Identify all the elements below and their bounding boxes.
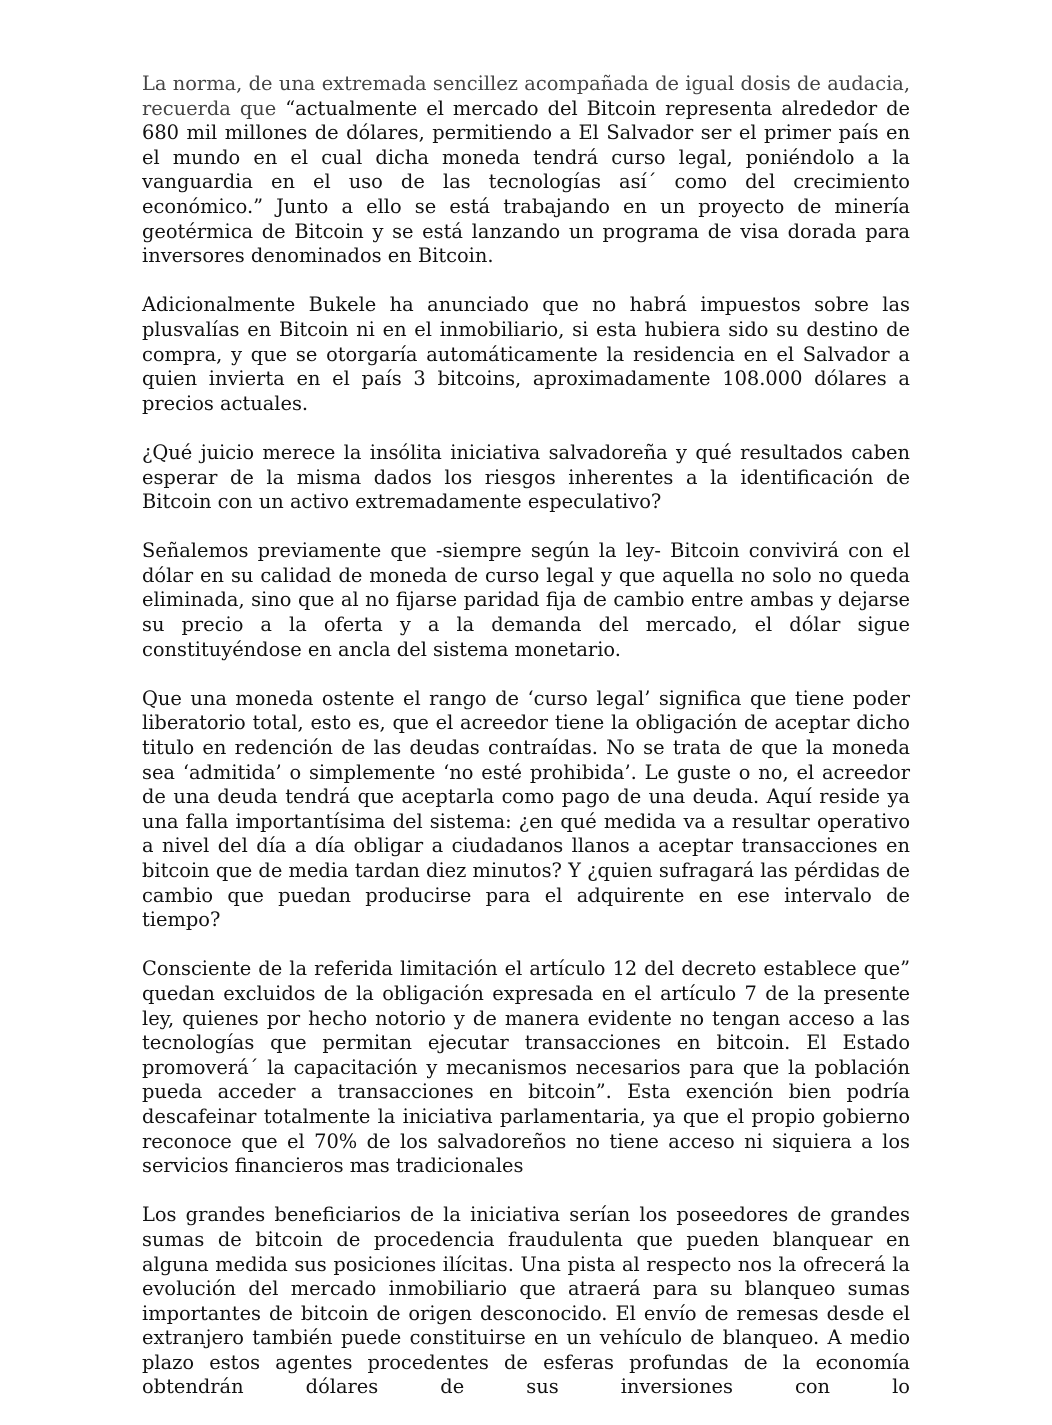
paragraph-5: Que una moneda ostente el rango de ‘curso legal’ significa que tiene poder liberatorio total, esto es, que el acreedor tiene la obligación de aceptar dicho titulo en redención de las deudas contraídas. No se trata de que la moneda sea ‘admitida’ o simplemente ‘no esté prohibida’. Le guste o no, el acreedor de una deuda tendrá que aceptarla como pago de una deuda. Aquí reside ya una falla importantísima del sistema: ¿en qué medida va a resultar operativo a nivel del día a día obligar a ciudadanos llanos a aceptar transacciones en bitcoin que de media tardan diez minutos? Y ¿quien sufragará las pérdidas de cambio que puedan producirse para el adquirente en ese intervalo de tiempo? [142,686,910,932]
paragraph-1 [142,72,910,269]
paragraph-3: ¿Qué juicio merece la insólita iniciativa salvadoreña y qué resultados caben esperar de la misma dados los riesgos inherentes a la identificación de Bitcoin con un activo extremadamente especulativo? [142,440,910,514]
paragraph-6: Consciente de la referida limitación el artículo 12 del decreto establece que” quedan excluidos de la obligación expresada en el artículo 7 de la presente ley, quienes por hecho notorio y de manera evidente no tengan acceso a las tecnologías que permitan ejecutar transacciones en bitcoin. El Estado promoverá´ la capacitación y mecanismos necesarios para que la población pueda acceder a transacciones en bitcoin”. Esta exención bien podría descafeinar totalmente la iniciativa parlamentaria, ya que el propio gobierno reconoce que el 70% de los salvadoreños no tiene acceso ni siquiera a los servicios financieros mas tradicionales [142,957,910,1178]
paragraph-1-lead: La norma, de una extremada sencillez acompañada de igual dosis de audacia, recuerda que [142,72,910,120]
paragraph-2: Adicionalmente Bukele ha anunciado que no habrá impuestos sobre las plusvalías en Bitcoin ni en el inmobiliario, si esta hubiera sido su destino de compra, y que se otorgaría automáticamente la residencia en el Salvador a quien invierta en el país 3 bitcoins, aproximadamente 108.000 dólares a precios actuales. [142,293,910,415]
paragraph-7: Los grandes beneficiarios de la iniciativa serían los poseedores de grandes sumas de bitcoin de procedencia fraudulenta que pueden blanquear en alguna medida sus posiciones ilícitas. Una pista al respecto nos la ofrecerá la evolución del mercado inmobiliario que atraerá para su blanqueo sumas importantes de bitcoin de origen desconocido. El envío de remesas desde el extranjero también puede constituirse en un vehículo de blanqueo. A medio plazo estos agentes procedentes de esferas profundas de la economía obtendrán dólares de sus inversiones con lo [142,1203,910,1399]
paragraph-1-text: “actualmente el mercado del Bitcoin representa alrededor de 680 mil millones de dólares, permitiendo a El Salvador ser el primer país en el mundo en el cual dicha moneda tendrá curso legal, poniéndolo a la vanguardia en el uso de las tecnologías así´ como del crecimiento económico.” Junto a ello se está trabajando en un proyecto de minería geotérmica de Bitcoin y se está lanzando un programa de visa dorada para inversores denominados en Bitcoin. [142,96,910,268]
paragraph-4: Señalemos previamente que -siempre según la ley- Bitcoin convivirá con el dólar en su calidad de moneda de curso legal y que aquella no solo no queda eliminada, sino que al no fijarse paridad fija de cambio entre ambas y dejarse su precio a la oferta y a la demanda del mercado, el dólar sigue constituyéndose en ancla del sistema monetario. [142,539,910,661]
document-page [142,72,910,1425]
